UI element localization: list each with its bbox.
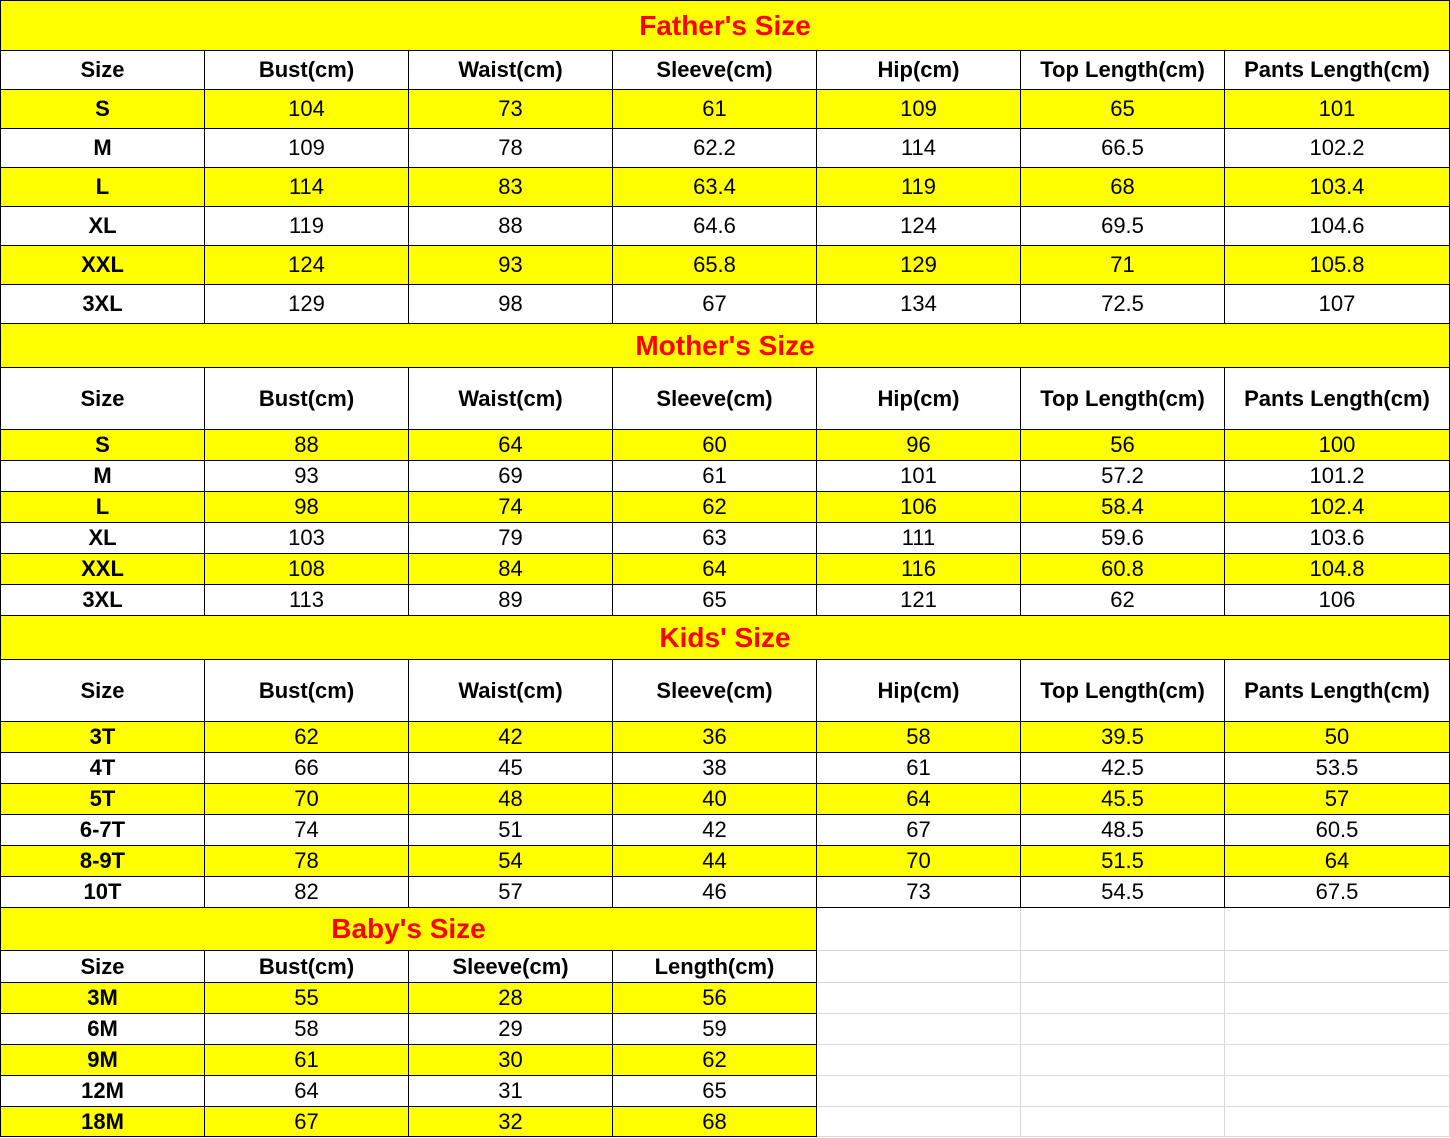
mother-cell: 65 bbox=[613, 585, 817, 616]
mother-cell: 64 bbox=[409, 430, 613, 461]
baby-cell: 29 bbox=[409, 1014, 613, 1045]
kids-cell: 42 bbox=[613, 815, 817, 846]
father-cell: 109 bbox=[817, 90, 1021, 129]
father-cell: 66.5 bbox=[1021, 129, 1225, 168]
mother-cell: 101.2 bbox=[1225, 461, 1450, 492]
baby-column-header: Sleeve(cm) bbox=[409, 951, 613, 983]
father-cell: 78 bbox=[409, 129, 613, 168]
kids-cell: 48 bbox=[409, 784, 613, 815]
empty-grid-cell bbox=[817, 1045, 1021, 1076]
father-cell: 107 bbox=[1225, 285, 1450, 324]
baby-column-header: Bust(cm) bbox=[205, 951, 409, 983]
kids-cell: 67.5 bbox=[1225, 877, 1450, 908]
father-column-header: Sleeve(cm) bbox=[613, 51, 817, 90]
mother-column-header: Size bbox=[0, 368, 205, 430]
mother-header-row bbox=[0, 368, 1450, 430]
mother-cell: 57.2 bbox=[1021, 461, 1225, 492]
mother-cell: M bbox=[0, 461, 205, 492]
baby-section-title: Baby's Size bbox=[0, 908, 817, 951]
kids-cell: 58 bbox=[817, 722, 1021, 753]
mother-cell: 61 bbox=[613, 461, 817, 492]
father-cell: 98 bbox=[409, 285, 613, 324]
kids-cell: 66 bbox=[205, 753, 409, 784]
mother-cell: 108 bbox=[205, 554, 409, 585]
mother-table-row bbox=[0, 554, 1450, 585]
father-cell: L bbox=[0, 168, 205, 207]
father-column-header: Pants Length(cm) bbox=[1225, 51, 1450, 90]
kids-column-header: Hip(cm) bbox=[817, 660, 1021, 722]
mother-cell: 106 bbox=[817, 492, 1021, 523]
father-cell: 88 bbox=[409, 207, 613, 246]
kids-table-row bbox=[0, 877, 1450, 908]
kids-cell: 82 bbox=[205, 877, 409, 908]
kids-cell: 60.5 bbox=[1225, 815, 1450, 846]
father-cell: 124 bbox=[205, 246, 409, 285]
mother-cell: 111 bbox=[817, 523, 1021, 554]
father-cell: S bbox=[0, 90, 205, 129]
mother-cell: 62 bbox=[1021, 585, 1225, 616]
father-column-header: Top Length(cm) bbox=[1021, 51, 1225, 90]
kids-cell: 39.5 bbox=[1021, 722, 1225, 753]
mother-cell: 58.4 bbox=[1021, 492, 1225, 523]
mother-cell: 106 bbox=[1225, 585, 1450, 616]
mother-table-row bbox=[0, 585, 1450, 616]
father-section-title: Father's Size bbox=[0, 0, 1450, 51]
father-table-row bbox=[0, 168, 1450, 207]
baby-cell: 55 bbox=[205, 983, 409, 1014]
mother-cell: 101 bbox=[817, 461, 1021, 492]
kids-cell: 54.5 bbox=[1021, 877, 1225, 908]
mother-cell: 121 bbox=[817, 585, 1021, 616]
baby-cell: 28 bbox=[409, 983, 613, 1014]
mother-cell: 60.8 bbox=[1021, 554, 1225, 585]
mother-table-row bbox=[0, 430, 1450, 461]
kids-cell: 46 bbox=[613, 877, 817, 908]
father-cell: 114 bbox=[817, 129, 1021, 168]
kids-column-header: Pants Length(cm) bbox=[1225, 660, 1450, 722]
mother-column-header: Top Length(cm) bbox=[1021, 368, 1225, 430]
father-cell: 103.4 bbox=[1225, 168, 1450, 207]
baby-cell: 56 bbox=[613, 983, 817, 1014]
mother-cell: 63 bbox=[613, 523, 817, 554]
empty-grid-cell bbox=[1225, 1076, 1450, 1107]
baby-cell: 64 bbox=[205, 1076, 409, 1107]
mother-cell: S bbox=[0, 430, 205, 461]
baby-cell: 67 bbox=[205, 1107, 409, 1137]
father-table-row bbox=[0, 207, 1450, 246]
empty-grid-cell bbox=[1021, 983, 1225, 1014]
mother-cell: 103.6 bbox=[1225, 523, 1450, 554]
empty-grid-cell bbox=[1225, 1014, 1450, 1045]
empty-grid-cell bbox=[1021, 1045, 1225, 1076]
mother-cell: 104.8 bbox=[1225, 554, 1450, 585]
father-cell: 105.8 bbox=[1225, 246, 1450, 285]
empty-grid-cell bbox=[1021, 1076, 1225, 1107]
kids-header-row bbox=[0, 660, 1450, 722]
father-cell: 68 bbox=[1021, 168, 1225, 207]
kids-cell: 10T bbox=[0, 877, 205, 908]
mother-table-row bbox=[0, 492, 1450, 523]
kids-cell: 74 bbox=[205, 815, 409, 846]
father-cell: 65 bbox=[1021, 90, 1225, 129]
father-cell: 114 bbox=[205, 168, 409, 207]
baby-cell: 68 bbox=[613, 1107, 817, 1137]
kids-cell: 67 bbox=[817, 815, 1021, 846]
mother-column-header: Waist(cm) bbox=[409, 368, 613, 430]
empty-grid-cell bbox=[1021, 951, 1225, 983]
father-cell: 101 bbox=[1225, 90, 1450, 129]
mother-cell: 62 bbox=[613, 492, 817, 523]
mother-column-header: Pants Length(cm) bbox=[1225, 368, 1450, 430]
father-header-row bbox=[0, 51, 1450, 90]
father-column-header: Bust(cm) bbox=[205, 51, 409, 90]
father-cell: M bbox=[0, 129, 205, 168]
father-column-header: Waist(cm) bbox=[409, 51, 613, 90]
mother-table-row bbox=[0, 461, 1450, 492]
empty-grid-cell bbox=[1021, 1014, 1225, 1045]
baby-column-header: Length(cm) bbox=[613, 951, 817, 983]
kids-cell: 38 bbox=[613, 753, 817, 784]
father-cell: 129 bbox=[817, 246, 1021, 285]
kids-cell: 45 bbox=[409, 753, 613, 784]
father-cell: 102.2 bbox=[1225, 129, 1450, 168]
mother-cell: XXL bbox=[0, 554, 205, 585]
empty-grid-cell bbox=[817, 908, 1021, 951]
mother-cell: 98 bbox=[205, 492, 409, 523]
kids-cell: 4T bbox=[0, 753, 205, 784]
baby-cell: 12M bbox=[0, 1076, 205, 1107]
father-cell: 83 bbox=[409, 168, 613, 207]
kids-cell: 8-9T bbox=[0, 846, 205, 877]
empty-grid-cell bbox=[1225, 951, 1450, 983]
kids-cell: 62 bbox=[205, 722, 409, 753]
kids-cell: 70 bbox=[817, 846, 1021, 877]
empty-grid-cell bbox=[817, 983, 1021, 1014]
father-cell: 104.6 bbox=[1225, 207, 1450, 246]
baby-cell: 58 bbox=[205, 1014, 409, 1045]
empty-grid-cell bbox=[817, 1107, 1021, 1137]
father-table-row bbox=[0, 285, 1450, 324]
mother-cell: 116 bbox=[817, 554, 1021, 585]
mother-cell: 93 bbox=[205, 461, 409, 492]
father-table-row bbox=[0, 246, 1450, 285]
kids-column-header: Waist(cm) bbox=[409, 660, 613, 722]
kids-table-row bbox=[0, 846, 1450, 877]
kids-cell: 51 bbox=[409, 815, 613, 846]
empty-grid-cell bbox=[817, 951, 1021, 983]
father-table-row bbox=[0, 129, 1450, 168]
baby-cell: 18M bbox=[0, 1107, 205, 1137]
father-cell: 119 bbox=[205, 207, 409, 246]
kids-cell: 6-7T bbox=[0, 815, 205, 846]
empty-grid-cell bbox=[1225, 908, 1450, 951]
empty-grid-cell bbox=[817, 1076, 1021, 1107]
mother-table-row bbox=[0, 523, 1450, 554]
baby-cell: 32 bbox=[409, 1107, 613, 1137]
kids-cell: 48.5 bbox=[1021, 815, 1225, 846]
kids-cell: 70 bbox=[205, 784, 409, 815]
kids-cell: 57 bbox=[1225, 784, 1450, 815]
father-cell: 62.2 bbox=[613, 129, 817, 168]
kids-cell: 64 bbox=[1225, 846, 1450, 877]
baby-column-header: Size bbox=[0, 951, 205, 983]
kids-column-header: Size bbox=[0, 660, 205, 722]
kids-cell: 78 bbox=[205, 846, 409, 877]
kids-cell: 53.5 bbox=[1225, 753, 1450, 784]
mother-cell: 103 bbox=[205, 523, 409, 554]
mother-cell: 56 bbox=[1021, 430, 1225, 461]
mother-cell: 59.6 bbox=[1021, 523, 1225, 554]
kids-cell: 45.5 bbox=[1021, 784, 1225, 815]
father-cell: 124 bbox=[817, 207, 1021, 246]
kids-cell: 73 bbox=[817, 877, 1021, 908]
father-cell: 64.6 bbox=[613, 207, 817, 246]
father-cell: 129 bbox=[205, 285, 409, 324]
father-cell: 72.5 bbox=[1021, 285, 1225, 324]
baby-cell: 61 bbox=[205, 1045, 409, 1076]
father-cell: 71 bbox=[1021, 246, 1225, 285]
kids-section-title: Kids' Size bbox=[0, 616, 1450, 660]
mother-cell: 96 bbox=[817, 430, 1021, 461]
mother-cell: 69 bbox=[409, 461, 613, 492]
baby-cell: 3M bbox=[0, 983, 205, 1014]
father-cell: 134 bbox=[817, 285, 1021, 324]
mother-column-header: Sleeve(cm) bbox=[613, 368, 817, 430]
mother-cell: 74 bbox=[409, 492, 613, 523]
mother-cell: 79 bbox=[409, 523, 613, 554]
kids-cell: 42.5 bbox=[1021, 753, 1225, 784]
mother-cell: 102.4 bbox=[1225, 492, 1450, 523]
kids-cell: 5T bbox=[0, 784, 205, 815]
father-cell: 73 bbox=[409, 90, 613, 129]
baby-cell: 62 bbox=[613, 1045, 817, 1076]
mother-cell: XL bbox=[0, 523, 205, 554]
kids-cell: 64 bbox=[817, 784, 1021, 815]
father-cell: 69.5 bbox=[1021, 207, 1225, 246]
empty-grid-cell bbox=[1021, 908, 1225, 951]
father-cell: 63.4 bbox=[613, 168, 817, 207]
mother-cell: 84 bbox=[409, 554, 613, 585]
kids-cell: 54 bbox=[409, 846, 613, 877]
mother-section-title: Mother's Size bbox=[0, 324, 1450, 368]
father-cell: XL bbox=[0, 207, 205, 246]
mother-column-header: Hip(cm) bbox=[817, 368, 1021, 430]
empty-grid-cell bbox=[1225, 1107, 1450, 1137]
baby-cell: 9M bbox=[0, 1045, 205, 1076]
mother-cell: 89 bbox=[409, 585, 613, 616]
kids-column-header: Bust(cm) bbox=[205, 660, 409, 722]
kids-cell: 61 bbox=[817, 753, 1021, 784]
kids-table-row bbox=[0, 815, 1450, 846]
father-cell: 65.8 bbox=[613, 246, 817, 285]
baby-cell: 30 bbox=[409, 1045, 613, 1076]
father-column-header: Size bbox=[0, 51, 205, 90]
father-cell: 61 bbox=[613, 90, 817, 129]
mother-cell: 64 bbox=[613, 554, 817, 585]
baby-cell: 31 bbox=[409, 1076, 613, 1107]
baby-cell: 59 bbox=[613, 1014, 817, 1045]
kids-cell: 3T bbox=[0, 722, 205, 753]
father-cell: 109 bbox=[205, 129, 409, 168]
father-cell: 3XL bbox=[0, 285, 205, 324]
kids-cell: 57 bbox=[409, 877, 613, 908]
kids-cell: 42 bbox=[409, 722, 613, 753]
father-cell: 119 bbox=[817, 168, 1021, 207]
father-cell: 67 bbox=[613, 285, 817, 324]
empty-grid-cell bbox=[1021, 1107, 1225, 1137]
kids-table-row bbox=[0, 753, 1450, 784]
mother-cell: 113 bbox=[205, 585, 409, 616]
kids-table-row bbox=[0, 722, 1450, 753]
mother-cell: L bbox=[0, 492, 205, 523]
kids-cell: 51.5 bbox=[1021, 846, 1225, 877]
baby-cell: 6M bbox=[0, 1014, 205, 1045]
empty-grid-cell bbox=[1225, 983, 1450, 1014]
father-cell: 104 bbox=[205, 90, 409, 129]
father-table-row bbox=[0, 90, 1450, 129]
baby-cell: 65 bbox=[613, 1076, 817, 1107]
kids-cell: 50 bbox=[1225, 722, 1450, 753]
father-column-header: Hip(cm) bbox=[817, 51, 1021, 90]
father-cell: 93 bbox=[409, 246, 613, 285]
mother-cell: 60 bbox=[613, 430, 817, 461]
kids-cell: 40 bbox=[613, 784, 817, 815]
kids-column-header: Sleeve(cm) bbox=[613, 660, 817, 722]
mother-cell: 88 bbox=[205, 430, 409, 461]
empty-grid-cell bbox=[1225, 1045, 1450, 1076]
mother-cell: 100 bbox=[1225, 430, 1450, 461]
mother-cell: 3XL bbox=[0, 585, 205, 616]
empty-grid-cell bbox=[817, 1014, 1021, 1045]
mother-column-header: Bust(cm) bbox=[205, 368, 409, 430]
kids-cell: 44 bbox=[613, 846, 817, 877]
kids-table-row bbox=[0, 784, 1450, 815]
kids-column-header: Top Length(cm) bbox=[1021, 660, 1225, 722]
father-cell: XXL bbox=[0, 246, 205, 285]
kids-cell: 36 bbox=[613, 722, 817, 753]
